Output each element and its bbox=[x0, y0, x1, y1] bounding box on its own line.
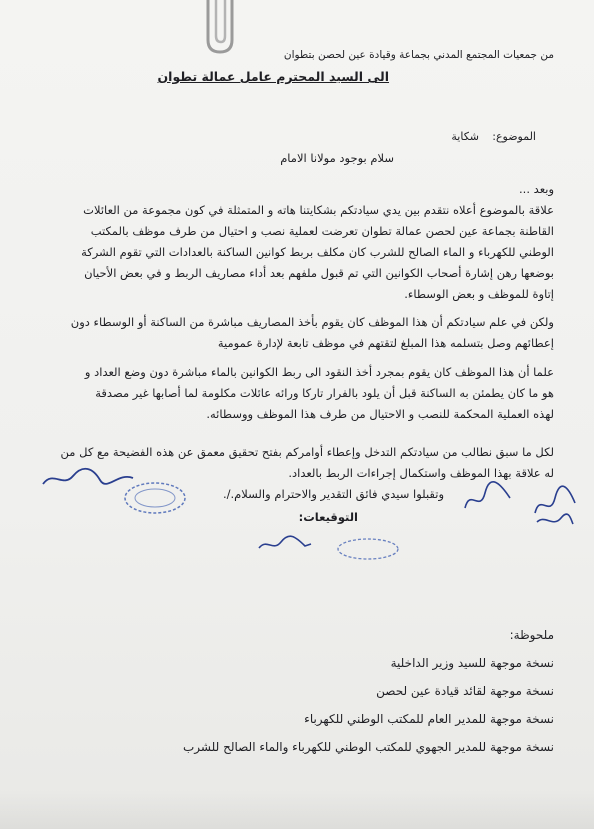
closing-line: وتقبلوا سيدي فائق التقدير والاحترام والسلام./. bbox=[223, 487, 444, 501]
subject-value: شكاية bbox=[451, 130, 479, 143]
copy-line: نسخة موجهة للمدير الجهوي للمكتب الوطني للكهرباء والماء الصالح للشرب bbox=[183, 740, 554, 754]
body-line: بوضعها رهن إشارة أصحاب الكوانين التي تم قبول ملفهم بعد أداء مصاريف الربط و في بعض الأحيان bbox=[84, 266, 554, 280]
body-line: القاطنة بجماعة عين لحصن عمالة تطوان تعرضت لعملية نصب و احتيال من طرف موظف بالمكتب bbox=[90, 224, 554, 238]
body-line: لهذه العملية المحكمة للنصب و الاحتيال من طرف هذا الموظف ووسطائه. bbox=[206, 407, 554, 421]
body-line: علما أن هذا الموظف كان يقوم بمجرد أخذ النقود الى ربط الكوانين بالماء مباشرة دون وضع العداد و bbox=[84, 365, 554, 379]
handwritten-signature-icon bbox=[455, 478, 515, 518]
signatures-label: التوقيعات: bbox=[298, 510, 358, 524]
body-line: ولكن في علم سيادتكم أن هذا الموظف كان يقوم بأخذ المصاريف مباشرة من الساكنة أو الوسطاء دون bbox=[70, 315, 554, 329]
sender-line: من جمعيات المجتمع المدني بجماعة وقيادة عين لحصن بتطوان bbox=[283, 49, 554, 61]
copy-line: نسخة موجهة لقائد قيادة عين لحصن bbox=[376, 684, 554, 698]
body-line: له علاقة بهذا الموظف واستكمال إجراءات الربط بالعداد. bbox=[288, 466, 554, 480]
paper-clip-icon bbox=[190, 0, 250, 58]
notes-label: ملحوظة: bbox=[509, 628, 554, 642]
greeting-line: سلام بوجود مولانا الامام bbox=[280, 151, 394, 165]
subject-label: الموضوع: bbox=[492, 130, 536, 143]
copy-line: نسخة موجهة للمدير العام للمكتب الوطني للكهرباء bbox=[304, 712, 554, 726]
body-line: إتاوة للموظف و بعض الوسطاء. bbox=[404, 287, 554, 301]
stamp-icon bbox=[333, 536, 403, 562]
copy-line: نسخة موجهة للسيد وزير الداخلية bbox=[390, 656, 554, 670]
page-shadow bbox=[0, 789, 594, 829]
body-line: لكل ما سبق نطالب من سيادتكم التدخل وإعطاء أوامركم بفتح تحقيق معمق عن هذه الفضيحة مع كل من bbox=[60, 445, 554, 459]
body-line: علاقة بالموضوع أعلاه نتقدم بين يدي سيادتكم بشكايتنا هاته و المتمثلة في كون مجموعة من العائلات bbox=[83, 203, 554, 217]
handwritten-signature-icon bbox=[535, 510, 575, 530]
opening-line: وبعد ... bbox=[519, 182, 554, 196]
handwritten-signature-icon bbox=[38, 462, 138, 492]
body-line: الوطني للكهرباء و الماء الصالح للشرب كان مكلف بربط كوانين الساكنة بالعدادات التي تقوم الشركة bbox=[81, 245, 554, 259]
addressee-line: الى السيد المحترم عامل عمالة تطوان bbox=[157, 69, 389, 84]
handwritten-signature-icon bbox=[255, 532, 315, 556]
body-line: إعطائهم وصل بتسلمه هذا المبلغ لتقتهم في موظف تابعة لإدارة عمومية bbox=[217, 336, 554, 350]
body-line: هو ما كان يطمئن به الساكنة قبل أن يلود بالفرار تاركا ورائه عائلات مكلومة لما أصابها غير مصدقة bbox=[95, 386, 554, 400]
